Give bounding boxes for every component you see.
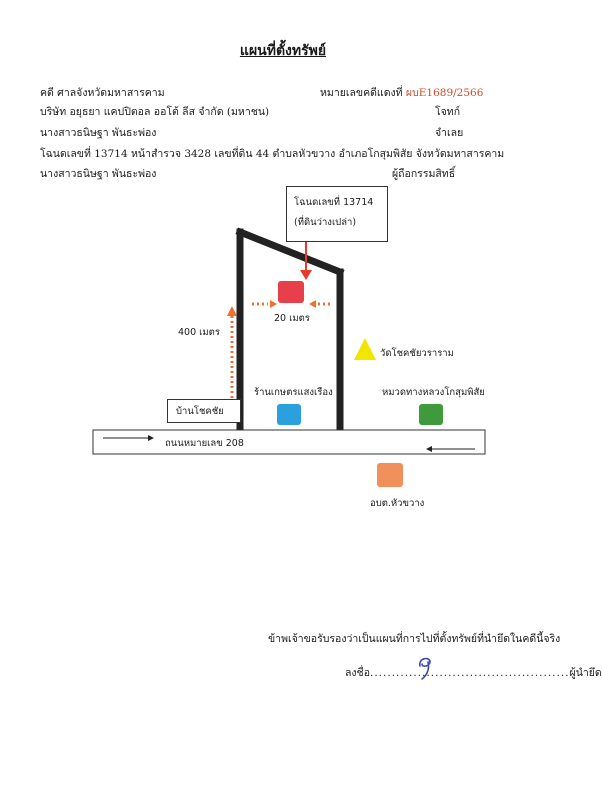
defendant-name: นางสาวธนิษฐา พันธะพ่อง (40, 127, 157, 139)
defendant-role: จำเลย (435, 127, 464, 139)
owner-name: นางสาวธนิษฐา พันธะพ่อง (40, 168, 157, 180)
plaintiff-name: บริษัท อยุธยา แคปปิตอล ออโต้ ลีส จำกัด (มหาชน) (40, 106, 270, 118)
page-title: แผนที่ตั้งทรัพย์ (239, 43, 327, 59)
shop-label: ร้านเกษตรแสงเรือง (254, 387, 333, 398)
deed-box-line2: (ที่ดินว่างเปล่า) (294, 217, 357, 228)
temple-label: วัดโชคชัยวราราม (380, 348, 454, 359)
signature-image (414, 652, 440, 682)
sign-role: ผู้นำยึด (569, 667, 602, 679)
case-number-label: หมายเลขคดีแดงที่ (320, 87, 403, 99)
distance-label: 400 เมตร (178, 327, 220, 338)
highway-dept-marker (419, 404, 443, 425)
case-court: คดี ศาลจังหวัดมหาสารคาม (40, 87, 165, 99)
sao-marker (377, 463, 403, 487)
certify-text: ข้าพเจ้าขอรับรองว่าเป็นแผนที่การไปที่ตั้งทรัพย์ที่นำยึดในคดีนี้จริง (268, 633, 561, 645)
land-plot-outline (240, 232, 340, 430)
deed-box-line1: โฉนดเลขที่ 13714 (294, 197, 374, 208)
plaintiff-role: โจทก์ (435, 106, 461, 118)
shop-marker (277, 404, 301, 425)
width-arrowhead-left (270, 300, 277, 308)
sao-label: อบต.หัวขวาง (370, 498, 425, 509)
highway-dept-label: หมวดทางหลวงโกสุมพิสัย (382, 387, 485, 398)
width-arrowhead-right (309, 300, 316, 308)
signature-line: ลงชื่อ..............................................ผู้นำยึด (345, 667, 602, 679)
width-label: 20 เมตร (274, 313, 310, 324)
road-label: ถนนหมายเลข 208 (165, 438, 244, 449)
deed-label-box (286, 186, 388, 242)
village-label-box (167, 399, 241, 423)
land-marker (278, 281, 304, 303)
case-number-value: ผบE1689/2566 (405, 87, 484, 99)
deed-arrow-head (300, 270, 312, 280)
village-label: บ้านโชคชัย (176, 406, 224, 417)
deed-line: โฉนดเลขที่ 13714 หน้าสำรวจ 3428 เลขที่ดิน 44 ตำบลหัวขวาง อำเภอโกสุมพิสัย จังหวัดมหาสารคาม (40, 148, 505, 160)
distance-arrowhead (227, 306, 237, 316)
owner-role: ผู้ถือกรรมสิทธิ์ (392, 168, 456, 180)
temple-marker (354, 338, 376, 360)
road (93, 430, 485, 454)
sign-prefix: ลงชื่อ (345, 667, 370, 679)
